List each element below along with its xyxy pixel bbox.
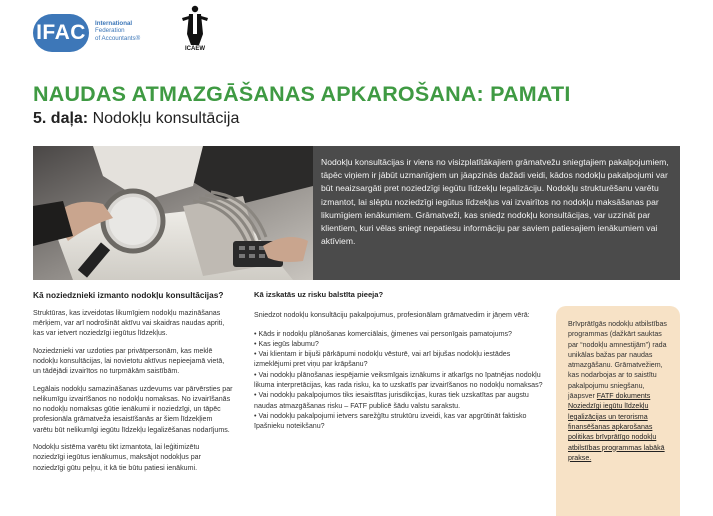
risk-questions-list	[254, 329, 546, 432]
part-title: Nodokļu konsultācija	[88, 110, 240, 127]
ifac-logo-line3: of Accountants®	[95, 34, 141, 42]
icaew-logo-label: ICAEW	[185, 46, 205, 52]
column2-intro: Sniedzot nodokļu konsultāciju pakalpojumus, profesionālam grāmatvedim ir jāņem vērā:	[254, 311, 530, 320]
hero-intro-box	[313, 146, 680, 280]
ifac-logo-mark: IFAC	[33, 14, 89, 52]
icaew-logo	[178, 4, 212, 56]
magnifier-documents-photo	[33, 146, 313, 280]
ifac-logo-line1: International	[95, 20, 133, 27]
sidebar-callout	[556, 306, 680, 516]
hero-intro-text: Nodokļu konsultācijas ir viens no visizplatītākajiem grāmatvežu sniegtajiem pakalpojumiem, tāpēc viņiem ir jābūt uzmanīgiem un jāapzinās dažādi veidi, kādos nodokļu pakalpojumi var būt neaizsargāti pret noziedzīgi iegūtu līdzekļu legalizāciju. Nodokļu strukturēšanu varētu izmantot, lai slēptu noziedzīgi iegūtus līdzekļus vai izvairītos no nodokļu maksāšanas par likumīgiem ienākumiem. Grāmatveži, kas sniedz nodokļu konsultācijas, var uzzināt par klientiem, kuri vēlas sniegt nepatiesu informāciju par saviem patiesajiem ienākumiem vai aktīviem.	[321, 157, 669, 247]
column1-paragraph: Struktūras, kas izveidotas likumīgiem nodokļu mazināšanas mērķiem, var arī nodrošināt aktīvu vai skaidras naudas apriti, kas var ietvert noziedzīgi iegūtus līdzekļus.	[33, 308, 225, 338]
ifac-logo-line2: Federation	[95, 27, 125, 35]
list-item: • Vai nodokļu plānošanas iespējamie veiksmīgais iznākums ir atkarīgs no īpatnējas nodokļu likuma interpretācijas, kas rada risku, ka to uzskatīs par izvairīšanos no nodokļu nomaksas?	[254, 370, 543, 390]
list-item: • Vai nodokļu pakalpojumi ietvers sarežģītu struktūru izveidi, kas var apgrūtināt faktisko īpašnieku noteikšanu?	[254, 411, 527, 431]
column1-heading: Kā noziedznieki izmanto nodokļu konsultācijas?	[33, 290, 224, 300]
part-label: 5. daļa:	[33, 110, 89, 127]
column1-paragraph: Noziedznieki var uzdoties par privātpersonām, kas meklē nodokļu konsultācijas, lai novietotu aktīvus nepieejamā vietā, un tādējādi izvairītos no turpmākām saistībām.	[33, 346, 225, 376]
column2-heading: Kā izskatās uz risku balstīta pieeja?	[254, 290, 384, 299]
column1-paragraph: Legālais nodokļu samazināšanas uzdevums var pārvērsties par nelikumīgu izvairīšanos no nodokļu nomaksas. No izvairīšanās no nodokļu nomaksas gūtie ienākumi ir noziedzīgi, un tāpēc profesionāla grāmatveža iesaistīšanās ar šiem līdzekļiem varētu būt nelikumīgi iegūtu līdzekļu legalizēšanas nodarījums.	[33, 384, 233, 434]
icaew-figure-icon	[178, 4, 212, 46]
sidebar-text: Brīvprātīgās nodokļu atbilstības programmas (dažkārt sauktas par “nodokļu amnestijām”) rada unikālas bažas par naudas atmazgāšanu. Grāmatvežiem, kas nodarbojas ar to saistītu pakalpojumu sniegšanu, jāapsver	[568, 320, 667, 401]
list-item: • Kas iegūs labumu?	[254, 339, 319, 348]
column-risk-approach	[254, 290, 546, 432]
list-item: • Vai klientam ir bijuši pārkāpumi nodokļu vēsturē, vai arī bijušas nodokļu iestādes izmeklējumi pret viņu par krāpšanu?	[254, 350, 511, 369]
column1-paragraph: Nodokļu sistēma varētu tikt izmantota, lai leģitimizētu noziedzīgi iegūtus ienākumus, maksājot nodokļus par noziedzīgi gūtu peļņu, it kā tie būtu patiesi ienākumi.	[33, 443, 201, 472]
column-criminals-use	[33, 290, 233, 480]
page-title: NAUDAS ATMAZGĀŠANAS APKAROŠANA: PAMATI	[33, 82, 571, 106]
list-item: • Vai nodokļu pakalpojumos tiks iesaistītas jurisdikcijas, kuras tiek uzskatītas par augstu naudas atmazgāšanas risku – FATF publicē šādu valstu sarakstu.	[254, 391, 529, 410]
fatf-document-link[interactable]: FATF dokuments Noziedzīgi iegūtu līdzekļu legalizācijas un terorisma finansēšanas apkarošanas politikas brīvprātīgo nodokļu atbilstības programmas labākā prakse.	[568, 392, 665, 462]
ifac-logo	[33, 14, 153, 54]
hero-photo	[33, 146, 313, 280]
ifac-logo-text	[95, 20, 175, 42]
list-item: • Kāds ir nodokļu plānošanas komerciālais, ģimenes vai personīgais pamatojums?	[254, 329, 512, 338]
part-subtitle	[33, 110, 239, 128]
